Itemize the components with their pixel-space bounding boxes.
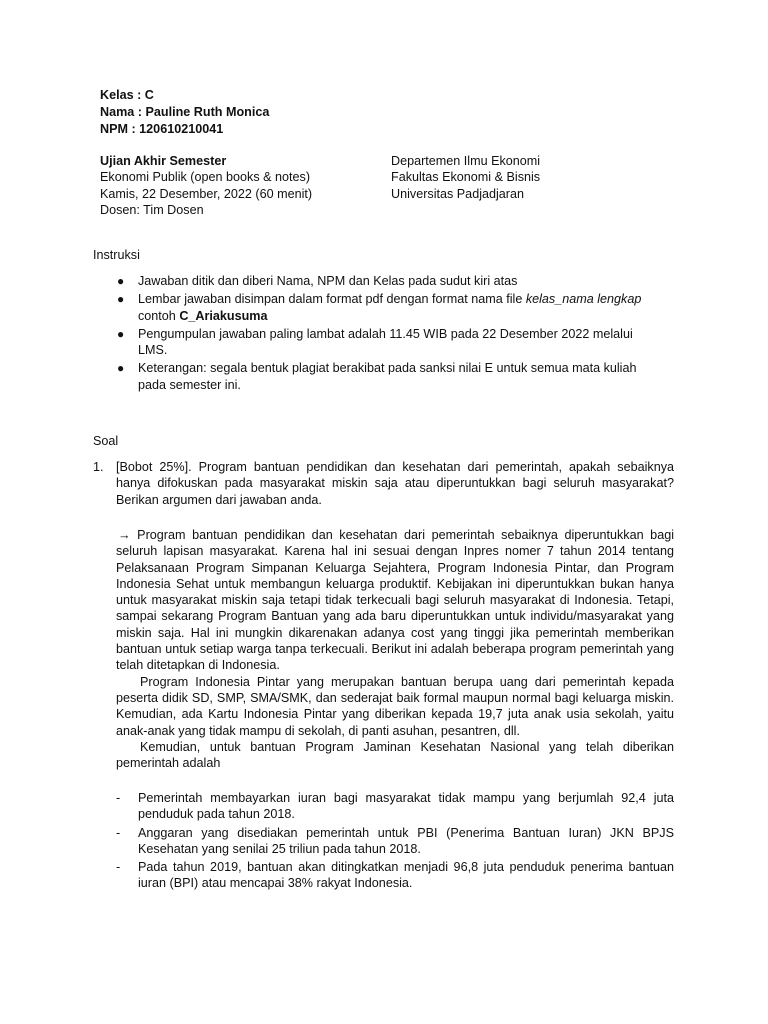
answer-paragraph: Program Indonesia Pintar yang merupakan bantuan berupa uang dari pemerintah kepada peserta didik SD, SMP, SMA/SMK, dan sederajat baik formal maupun normal bagi keluarga miskin. Kemudian, ada Kartu Indonesia Pintar yang diberikan kepada 19,7 juta anak usia sekolah, yaitu anak-anak yang tidak mampu di sekolah, di panti asuhan, pesantren, dll.: [116, 674, 674, 738]
instructions-heading: Instruksi: [93, 248, 140, 262]
question-number: 1.: [93, 460, 104, 474]
student-class: Kelas : C: [100, 88, 154, 102]
exam-course: Ekonomi Publik (open books & notes): [100, 170, 311, 184]
bullet-icon: ●: [117, 326, 125, 341]
filename-format: kelas_nama lengkap: [525, 292, 642, 307]
exam-lecturer: Dosen: Tim Dosen: [100, 203, 204, 217]
answer-dash-list: [116, 790, 674, 894]
arrow-right-icon: →: [118, 528, 131, 542]
filename-example: C_Ariakusuma: [179, 308, 268, 323]
student-name: Nama : Pauline Ruth Monica: [100, 105, 270, 119]
dash-item: - Pemerintah membayarkan iuran bagi masyarakat tidak mampu yang berjumlah 92,4 juta penduduk pada tahun 2018.: [116, 791, 674, 822]
institution-department: Departemen Ilmu Ekonomi: [391, 154, 541, 168]
institution-university: Universitas Padjadjaran: [391, 187, 525, 201]
student-npm: NPM : 120610210041: [100, 122, 224, 136]
bullet-icon: ●: [117, 292, 125, 307]
dash-marker: -: [116, 825, 121, 840]
dash-marker: -: [116, 791, 121, 805]
instruction-item: ● Lembar jawaban disimpan dalam format pdf dengan format nama file kelas_nama lengkap contoh C_Ariakusuma: [117, 292, 642, 323]
answer-body: [116, 527, 674, 771]
dash-item: - Pada tahun 2019, bantuan akan ditingkatkan menjadi 96,8 juta penduduk penerima bantuan iuran (BPI) atau mencapai 38% rakyat Indonesia.: [116, 860, 674, 891]
dash-item: - Anggaran yang disediakan pemerintah untuk PBI (Penerima Bantuan Iuran) JKN BPJS Kesehatan yang senilai 25 triliun pada tahun 2018.: [116, 825, 674, 856]
instruction-item: ● Jawaban ditik dan diberi Nama, NPM dan Kelas pada sudut kiri atas: [117, 274, 518, 288]
instruction-item: ● Pengumpulan jawaban paling lambat adalah 11.45 WIB pada 22 Desember 2022 melalui LMS.: [117, 326, 633, 358]
soal-heading: Soal: [93, 434, 119, 448]
answer-paragraph: Kemudian, untuk bantuan Program Jaminan Kesehatan Nasional yang telah diberikan pemerintah adalah: [116, 739, 674, 771]
instructions-list: [114, 273, 654, 395]
dash-marker: -: [116, 860, 121, 875]
exam-date: Kamis, 22 Desember, 2022 (60 menit): [100, 187, 313, 201]
bullet-icon: ●: [117, 361, 125, 376]
exam-title: Ujian Akhir Semester: [100, 154, 227, 168]
instruction-item: ● Keterangan: segala bentuk plagiat berakibat pada sanksi nilai E untuk semua mata kuliah pada semester ini.: [117, 361, 637, 392]
bullet-icon: ●: [117, 274, 125, 288]
institution-faculty: Fakultas Ekonomi & Bisnis: [391, 170, 541, 184]
question-text: [Bobot 25%]. Program bantuan pendidikan dan kesehatan dari pemerintah, apakah sebaiknya hanya difokuskan pada masyarakat miskin saja atau diperuntukkan bagi seluruh masyarakat? Berikan argumen dari jawaban anda.: [116, 460, 674, 507]
answer-paragraph: → Program bantuan pendidikan dan kesehatan dari pemerintah sebaiknya diperuntukkan bagi seluruh lapisan masyarakat. Karena hal ini sesuai dengan Inpres nomer 7 tahun 2014 tentang Pelaksanaan Program Simpanan Keluarga Sejahtera, Program Indonesia Pintar, dan Program Indonesia Sehat untuk membangun keluarga produktif. Kebijakan ini diperuntukkan bukan hanya untuk masyarakat miskin saja tetapi tidak terkecuali bagi seluruh masyarakat di Indonesia. Tetapi, sampai sekarang Program Bantuan yang ada baru diperuntukkan untuk individu/masyarakat yang miskin saja. Hal ini mungkin dikarenakan adanya cost yang tinggi jika pemerintah memberikan bantuan untuk setiap warga tanpa terkecuali. Berikut ini adalah beberapa program pemerintah yang telah ditetapkan di Indonesia.: [116, 528, 674, 673]
